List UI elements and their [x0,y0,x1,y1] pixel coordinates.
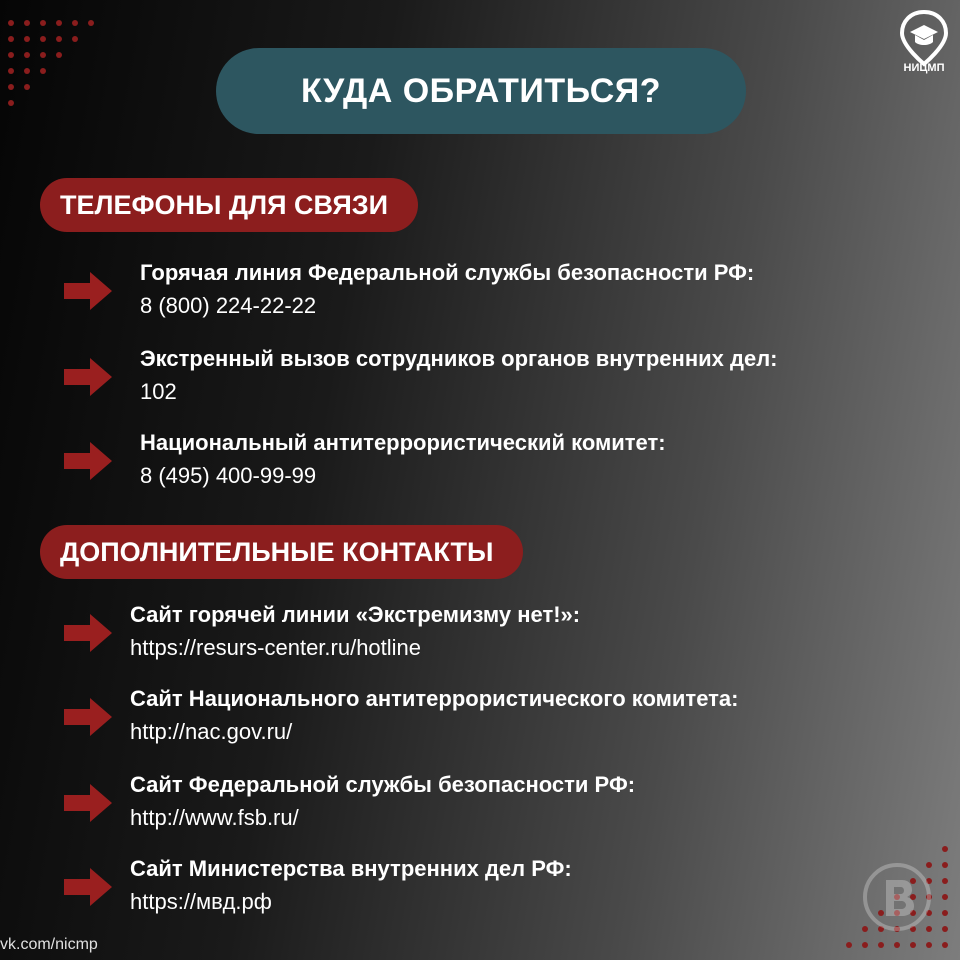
source-link[interactable]: vk.com/nicmp [0,936,98,953]
item-label: Сайт горячей линии «Экстремизму нет!»: [130,602,581,627]
item-label: Национальный антитеррористический комитет: [140,430,666,455]
link-mvd[interactable]: https://мвд.рф [130,889,272,914]
logo-text: НИЦМП [903,62,945,74]
section-title-phones: ТЕЛЕФОНЫ ДЛЯ СВЯЗИ [40,178,418,232]
arrow-right-icon [64,272,112,310]
page-title: КУДА ОБРАТИТЬСЯ? [216,48,746,134]
item-label: Сайт Федеральной службы безопасности РФ: [130,772,636,797]
letter-v-watermark-icon [862,862,932,932]
item-label: Экстренный вызов сотрудников органов внутренних дел: [140,346,778,371]
item-label: Сайт Национального антитеррористического комитета: [130,686,739,711]
section-title-additional-contacts: ДОПОЛНИТЕЛЬНЫЕ КОНТАКТЫ [40,525,523,579]
item-value: 8 (495) 400-99-99 [140,463,317,488]
arrow-right-icon [64,868,112,906]
decorative-dots-top-left [8,20,98,110]
item-label: Сайт Министерства внутренних дел РФ: [130,856,572,881]
arrow-right-icon [64,358,112,396]
arrow-right-icon [64,784,112,822]
arrow-right-icon [64,698,112,736]
arrow-right-icon [64,442,112,480]
item-label: Горячая линия Федеральной службы безопасности РФ: [140,260,755,285]
link-hotline[interactable]: https://resurs-center.ru/hotline [130,635,422,660]
link-nac[interactable]: http://nac.gov.ru/ [130,719,293,744]
item-value: 8 (800) 224-22-22 [140,293,317,318]
item-value: 102 [140,379,177,404]
arrow-right-icon [64,614,112,652]
link-fsb[interactable]: http://www.fsb.ru/ [130,805,299,830]
